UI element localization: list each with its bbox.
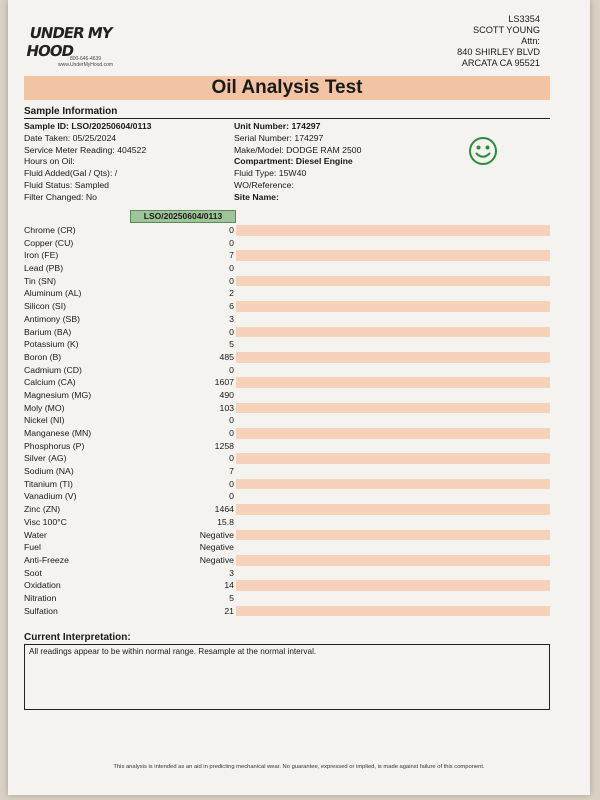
- test-name: Iron (FE): [24, 250, 59, 261]
- table-row: [24, 554, 550, 567]
- table-row: [24, 402, 550, 415]
- test-value: 0: [229, 237, 234, 248]
- test-name: Cadmium (CD): [24, 364, 82, 375]
- test-value: 6: [229, 301, 234, 312]
- row-shading: [236, 352, 550, 363]
- left-info-label: Fluid Status:: [24, 179, 73, 190]
- test-value: 0: [229, 491, 234, 502]
- table-row: [24, 452, 550, 465]
- test-name: Calcium (CA): [24, 377, 76, 388]
- table-row: [24, 300, 550, 313]
- left-info-label: Hours on Oil:: [24, 156, 75, 167]
- right-info-label: Site Name:: [234, 191, 279, 202]
- left-info-label: Fluid Added(Gal / Qts):: [24, 168, 113, 179]
- right-info-line: [234, 145, 361, 157]
- right-info-label: Fluid Type:: [234, 168, 277, 179]
- test-value: 2: [229, 288, 234, 299]
- row-shading: [236, 606, 550, 617]
- smiley-face-icon: [468, 136, 498, 166]
- table-row: [24, 376, 550, 389]
- test-name: Nickel (NI): [24, 415, 65, 426]
- test-name: Boron (B): [24, 351, 62, 362]
- left-info-value: 05/25/2024: [72, 132, 117, 143]
- left-info-line: [24, 145, 152, 157]
- table-row: [24, 389, 550, 402]
- left-info-value: LSO/20250604/0113: [71, 121, 152, 131]
- row-shading: [236, 504, 550, 515]
- right-info-value: Diesel Engine: [295, 156, 353, 167]
- address-line: Attn:: [521, 36, 540, 46]
- table-row: [24, 338, 550, 351]
- row-shading: [236, 250, 550, 261]
- test-name: Lead (PB): [24, 263, 64, 274]
- left-info-label: Sample ID:: [24, 121, 69, 131]
- left-info-label: Date Taken:: [24, 132, 71, 143]
- test-value: 103: [219, 402, 234, 413]
- test-name: Barium (BA): [24, 326, 72, 337]
- table-row: [24, 262, 550, 275]
- row-shading: [236, 276, 550, 287]
- test-value: 7: [229, 250, 234, 261]
- table-row: [24, 478, 550, 491]
- row-shading: [236, 479, 550, 490]
- table-row: [24, 490, 550, 503]
- test-name: Titanium (TI): [24, 478, 73, 489]
- logo-site: www.UnderMyHood.com: [58, 62, 114, 68]
- row-shading: [236, 377, 550, 388]
- test-name: Silver (AG): [24, 453, 67, 464]
- left-info-value: Sampled: [74, 179, 110, 190]
- row-shading: [236, 530, 550, 541]
- table-row: [24, 326, 550, 339]
- test-name: Tin (SN): [24, 275, 57, 286]
- test-value: 0: [229, 275, 234, 286]
- test-name: Water: [24, 529, 47, 540]
- test-name: Zinc (ZN): [24, 504, 61, 515]
- test-name: Soot: [24, 567, 42, 578]
- test-value: 3: [229, 567, 234, 578]
- report-page: [8, 0, 590, 795]
- test-name: Chrome (CR): [24, 225, 76, 235]
- left-info-line: [24, 192, 152, 204]
- sample-info-heading: Sample Information: [24, 106, 550, 119]
- test-value: 0: [229, 326, 234, 337]
- table-row: [24, 364, 550, 377]
- test-name: Silicon (SI): [24, 301, 66, 312]
- customer-address: [457, 14, 540, 69]
- right-info-label: Make/Model:: [234, 144, 284, 155]
- company-logo: [24, 18, 138, 68]
- left-info-value: No: [85, 191, 97, 202]
- table-row: [24, 351, 550, 364]
- table-row: [24, 541, 550, 554]
- interpretation-heading: Current Interpretation:: [24, 632, 550, 645]
- logo-contact: [58, 56, 113, 68]
- test-name: Fuel: [24, 542, 41, 553]
- table-row: [24, 237, 550, 250]
- right-info-line: [234, 156, 361, 168]
- right-info-line: [234, 121, 361, 133]
- right-info-line: [234, 133, 361, 145]
- right-info-line: [234, 192, 361, 204]
- interpretation-text: All readings appear to be within normal range. Resample at the normal interval.: [29, 647, 317, 656]
- test-value: 14: [224, 580, 234, 591]
- row-shading: [236, 403, 550, 414]
- left-info-line: [24, 156, 152, 168]
- test-value: 485: [219, 351, 234, 362]
- test-name: Copper (CU): [24, 237, 74, 248]
- test-name: Aluminum (AL): [24, 288, 82, 299]
- logo-text: UNDER MY HOOD: [24, 24, 114, 60]
- table-row: [24, 249, 550, 262]
- test-name: Sulfation: [24, 605, 58, 616]
- test-value: 0: [229, 225, 234, 235]
- test-value: 3: [229, 313, 234, 324]
- logo-phone: 800-646-4639: [69, 56, 102, 62]
- test-name: Sodium (NA): [24, 466, 74, 477]
- test-name: Phosphorus (P): [24, 440, 85, 451]
- test-name: Antimony (SB): [24, 313, 81, 324]
- sample-column-header: LSO/20250604/0113: [130, 210, 236, 223]
- test-value: Negative: [199, 529, 234, 540]
- left-info-label: Service Meter Reading:: [24, 144, 115, 155]
- left-info-label: Filter Changed:: [24, 191, 84, 202]
- test-name: Potassium (K): [24, 339, 79, 350]
- test-value: 0: [229, 263, 234, 274]
- table-row: [24, 579, 550, 592]
- results-table: [24, 224, 550, 617]
- test-value: 5: [229, 339, 234, 350]
- table-row: [24, 224, 550, 237]
- test-value: 0: [229, 415, 234, 426]
- table-row: [24, 529, 550, 542]
- test-name: Magnesium (MG): [24, 389, 92, 400]
- table-row: [24, 592, 550, 605]
- right-info-value: 174297: [291, 121, 321, 131]
- test-name: Vanadium (V): [24, 491, 77, 502]
- sample-info-left: [24, 121, 152, 204]
- test-value: 0: [229, 364, 234, 375]
- left-info-value: /: [114, 168, 118, 179]
- address-line: SCOTT YOUNG: [472, 25, 540, 35]
- table-row: [24, 567, 550, 580]
- test-value: 0: [229, 428, 234, 438]
- table-row: [24, 503, 550, 516]
- test-name: Manganese (MN): [24, 428, 92, 438]
- table-row: [24, 313, 550, 326]
- row-shading: [236, 555, 550, 566]
- test-name: Oxidation: [24, 580, 61, 591]
- left-info-line: [24, 168, 152, 180]
- right-info-line: [234, 168, 361, 180]
- right-info-line: [234, 180, 361, 192]
- table-row: [24, 465, 550, 478]
- left-info-value: 404522: [117, 144, 147, 155]
- row-shading: [236, 327, 550, 338]
- test-name: Moly (MO): [24, 402, 65, 413]
- test-value: 7: [229, 466, 234, 477]
- test-value: 21: [224, 605, 234, 616]
- sample-info-right: [234, 121, 361, 204]
- row-shading: [236, 428, 550, 439]
- left-info-line: [24, 133, 152, 145]
- test-value: 1607: [214, 377, 234, 388]
- right-info-label: Unit Number:: [234, 121, 290, 131]
- test-value: Negative: [199, 542, 234, 553]
- interpretation-box: [24, 644, 550, 710]
- table-row: [24, 440, 550, 453]
- table-row: [24, 287, 550, 300]
- left-info-line: [24, 180, 152, 192]
- table-row: [24, 605, 550, 618]
- right-info-value: 174297: [294, 132, 324, 143]
- left-info-line: [24, 121, 152, 133]
- report-title: Oil Analysis Test: [24, 76, 550, 100]
- address-line: ARCATA CA 95521: [461, 58, 540, 68]
- test-value: 0: [229, 453, 234, 464]
- test-name: Anti-Freeze: [24, 554, 69, 565]
- right-info-label: Compartment:: [234, 156, 294, 167]
- table-row: [24, 275, 550, 288]
- right-info-value: 15W40: [278, 168, 307, 179]
- row-shading: [236, 453, 550, 464]
- test-name: Visc 100°C: [24, 516, 67, 527]
- address-line: LS3354: [508, 14, 540, 24]
- test-value: 1258: [214, 440, 234, 451]
- table-row: [24, 516, 550, 529]
- table-row: [24, 427, 550, 440]
- address-line: 840 SHIRLEY BLVD: [457, 47, 540, 57]
- right-info-value: DODGE RAM 2500: [286, 144, 362, 155]
- right-info-label: WO/Reference:: [234, 179, 294, 190]
- row-shading: [236, 580, 550, 591]
- test-value: 1464: [214, 504, 234, 515]
- right-info-label: Serial Number:: [234, 132, 292, 143]
- disclaimer-footer: This analysis is intended as an aid in predicting mechanical wear. No guarantee, expressed or implied, is made against failure of this component.: [113, 764, 485, 770]
- test-value: 5: [229, 592, 234, 603]
- row-shading: [236, 301, 550, 312]
- row-shading: [236, 225, 550, 236]
- test-value: 490: [219, 389, 234, 400]
- test-name: Nitration: [24, 592, 57, 603]
- table-row: [24, 414, 550, 427]
- test-value: 15.8: [217, 516, 234, 527]
- test-value: Negative: [199, 554, 234, 565]
- test-value: 0: [229, 478, 234, 489]
